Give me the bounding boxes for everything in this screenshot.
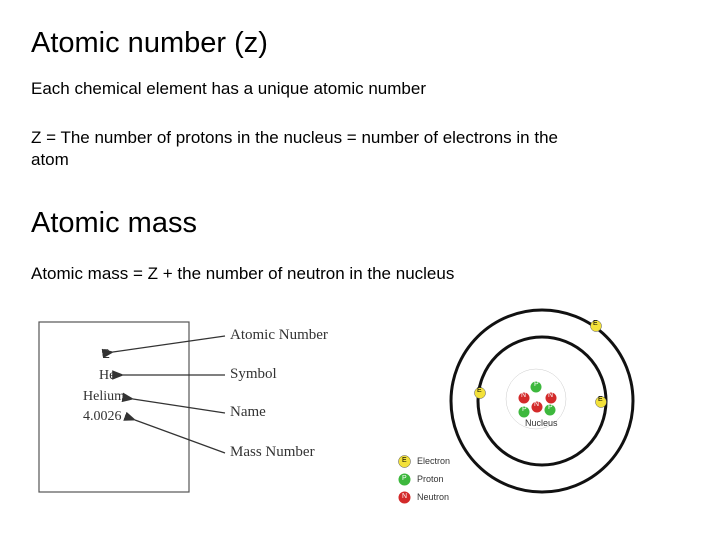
neutron-icon: N: [518, 391, 530, 409]
callout-symbol: Symbol: [230, 366, 277, 382]
callout-atomic-number: Atomic Number: [230, 327, 328, 343]
legend-proton-label: Proton: [417, 474, 444, 484]
proton-icon: P: [530, 380, 542, 398]
z-definition-line-1: Z = The number of protons in the nucleus = number of electrons in the: [31, 128, 558, 147]
neutron-icon: N: [545, 391, 557, 409]
arrow-name: [133, 399, 225, 413]
arrow-mass-number: [135, 420, 225, 453]
tile-atomic-number: 2: [103, 347, 110, 362]
arrow-atomic-number: [113, 336, 225, 352]
neutron-icon: N: [531, 400, 543, 418]
tile-name: Helium: [83, 389, 125, 404]
tile-symbol: He: [99, 368, 116, 383]
callout-name: Name: [230, 404, 266, 420]
element-tile-graphic: [37, 318, 337, 498]
nucleus-label: Nucleus: [525, 418, 558, 428]
tile-mass: 4.0026: [83, 409, 122, 424]
z-definition-line-2: atom: [31, 150, 69, 169]
legend-neutron-label: Neutron: [417, 492, 450, 502]
atomic-mass-definition: Atomic mass = Z + the number of neutron in the nucleus: [31, 264, 455, 283]
callout-mass-number: Mass Number: [230, 444, 315, 460]
legend-electron-label: Electron: [417, 456, 451, 466]
title-atomic-number: Atomic number (z): [31, 27, 268, 59]
tile-border: [39, 322, 189, 492]
atomic-number-statement: Each chemical element has a unique atomic number: [31, 79, 426, 98]
electron-icon: E: [590, 319, 602, 337]
atom-diagram: E E E P N N N P P Nucleus E Electron P Proton N Neutron: [390, 305, 650, 510]
title-atomic-mass: Atomic mass: [31, 207, 197, 239]
proton-icon: P: [518, 405, 530, 423]
electron-icon: E: [595, 395, 607, 413]
proton-icon: P: [544, 403, 556, 421]
electron-icon: E: [474, 386, 486, 404]
element-tile-diagram: [37, 318, 337, 498]
